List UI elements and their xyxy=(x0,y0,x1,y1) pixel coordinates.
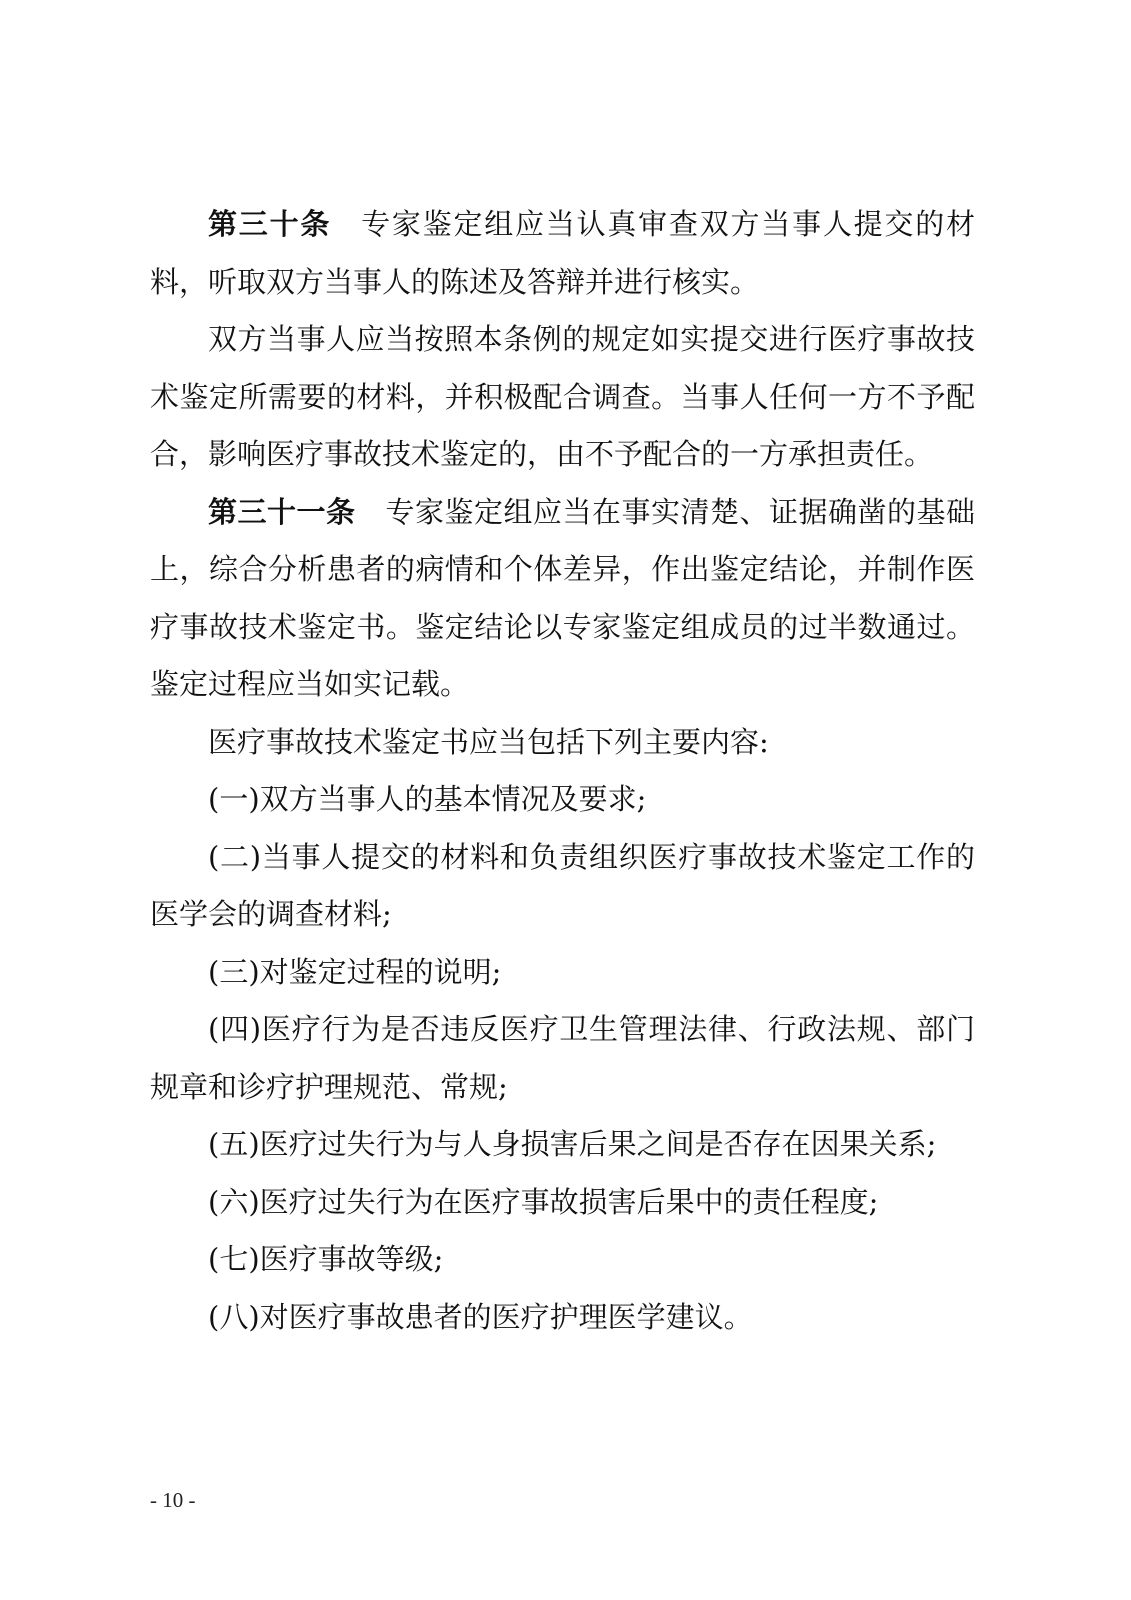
article-31-paragraph xyxy=(150,484,975,714)
list-item-text: (八)对医疗事故患者的医疗护理医学建议。 xyxy=(208,1299,753,1334)
list-item-text: (三)对鉴定过程的说明; xyxy=(208,954,502,989)
paragraph-text: 专家鉴定组应当认真审查双方当事人提交的材料，听取双方当事人的陈述及答辩并进行核实。 xyxy=(150,207,975,299)
list-item xyxy=(150,944,975,1002)
page-number: - 10 - xyxy=(150,1488,196,1512)
document-body xyxy=(150,196,975,1346)
list-item xyxy=(150,1231,975,1289)
list-item-text: (六)医疗过失行为在医疗事故损害后果中的责任程度; xyxy=(208,1184,879,1219)
article-30-paragraph xyxy=(150,196,975,311)
list-item-text: (二)当事人提交的材料和负责组织医疗事故技术鉴定工作的医学会的调查材料; xyxy=(150,839,975,931)
list-item-text: (七)医疗事故等级; xyxy=(208,1242,444,1276)
list-item xyxy=(150,771,975,829)
list-item-text: (四)医疗行为是否违反医疗卫生管理法律、行政法规、部门规章和诊疗护理规范、常规; xyxy=(150,1012,975,1104)
list-item xyxy=(150,1289,975,1347)
list-item xyxy=(150,829,975,944)
article-heading: 第三十条 xyxy=(208,207,332,241)
list-item-text: (一)双方当事人的基本情况及要求; xyxy=(208,782,647,816)
paragraph-text: 专家鉴定组应当在事实清楚、证据确凿的基础上，综合分析患者的病情和个体差异，作出鉴定结论，并制作医疗事故技术鉴定书。鉴定结论以专家鉴定组成员的过半数通过。鉴定过程应当如实记载。 xyxy=(150,494,975,701)
paragraph xyxy=(150,311,975,484)
paragraph-text: 双方当事人应当按照本条例的规定如实提交进行医疗事故技术鉴定所需要的材料，并积极配合调查。当事人任何一方不予配合，影响医疗事故技术鉴定的，由不予配合的一方承担责任。 xyxy=(150,322,975,471)
list-item xyxy=(150,1116,975,1174)
list-item-text: (五)医疗过失行为与人身损害后果之间是否存在因果关系; xyxy=(208,1127,937,1161)
paragraph-text: 医疗事故技术鉴定书应当包括下列主要内容: xyxy=(208,724,769,759)
paragraph xyxy=(150,714,975,772)
article-heading: 第三十一条 xyxy=(208,494,356,529)
list-item xyxy=(150,1174,975,1232)
list-item xyxy=(150,1001,975,1116)
